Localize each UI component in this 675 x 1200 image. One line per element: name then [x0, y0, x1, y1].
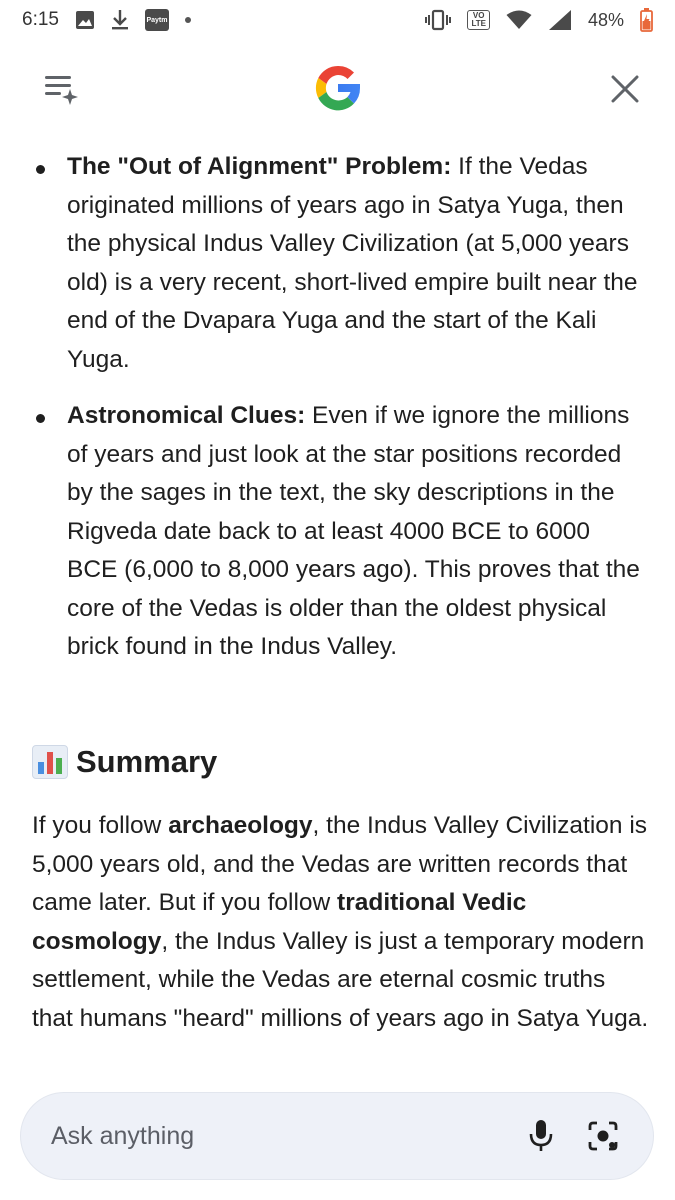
summary-heading — [32, 744, 217, 780]
volte-icon — [467, 10, 490, 30]
more-notifications-icon — [185, 17, 191, 23]
status-bar — [0, 0, 675, 40]
summary-text-3: , the Indus Valley is just a temporary modern settlement, while the Vedas are eternal cosmic truths that humans "heard" millions of years ago in Satya Yuga. — [32, 927, 649, 1032]
ask-input-bar[interactable] — [20, 1092, 654, 1180]
list-item — [0, 148, 675, 379]
battery-charging-icon — [640, 8, 653, 32]
sparkle-list-icon[interactable] — [40, 70, 80, 108]
app-header — [0, 56, 675, 120]
response-content — [0, 148, 675, 685]
close-icon[interactable] — [605, 69, 645, 109]
summary-paragraph — [32, 807, 652, 1038]
bullet-title: Astronomical Clues: — [67, 402, 306, 429]
volte-top: VO — [472, 11, 485, 20]
volte-bottom: LTE — [471, 19, 486, 28]
summary-text-2: , the Indus Valley Civilization is 5,000 years old, and the Vedas are written records that came later. But if you follow — [32, 812, 648, 916]
summary-title: Summary — [76, 744, 218, 779]
status-time: 6:15 — [22, 9, 59, 30]
bullet-dot — [36, 165, 45, 174]
battery-percentage: 48% — [587, 9, 624, 30]
bar-chart-icon — [32, 745, 68, 779]
google-logo — [310, 60, 366, 116]
camera-lens-icon[interactable] — [583, 1116, 623, 1156]
signal-icon — [548, 9, 572, 31]
bullet-text: If the Vedas originated millions of years ago in Satya Yuga, then the physical Indus Valley Civilization (at 5,000 years old) is a very recent, short-lived empire built near the end of the Dvapara Yuga and the start of the Kali Yuga. — [67, 153, 638, 373]
summary-bold-2: traditional Vedic cosmology — [32, 889, 527, 955]
image-icon — [75, 10, 95, 30]
bullet-title: The "Out of Alignment" Problem: — [67, 153, 452, 180]
summary-bold-1: archaeology — [168, 812, 313, 839]
vibrate-icon — [425, 9, 451, 31]
microphone-icon[interactable] — [521, 1116, 561, 1156]
list-item — [0, 397, 675, 667]
bullet-dot — [36, 414, 45, 423]
summary-text-1: If you follow — [32, 812, 169, 839]
paytm-icon: Paytm — [145, 9, 169, 31]
wifi-icon — [506, 10, 532, 30]
bullet-text: Even if we ignore the millions of years and just look at the star positions recorded by the sages in the text, the sky descriptions in the Rigveda date back to at least 4000 BCE to 6000 BCE (6,000 to 8,000 years ago). This proves that the core of the Vedas is older than the oldest physical brick found in the Indus Valley. — [67, 402, 640, 660]
ask-input[interactable]: Ask anything — [51, 1121, 195, 1150]
download-icon — [111, 9, 129, 31]
